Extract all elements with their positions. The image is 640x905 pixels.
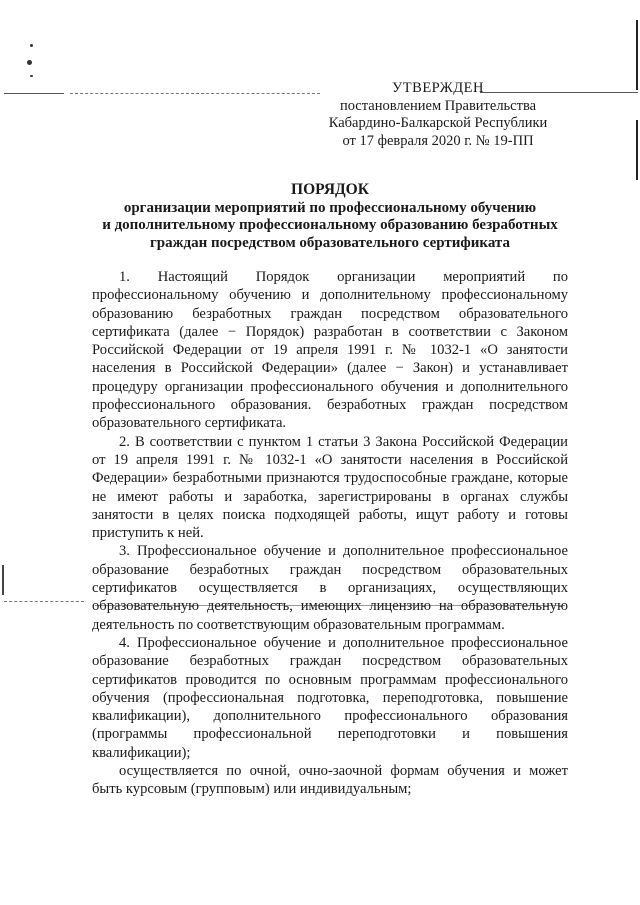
paragraph-2: 2. В соответствии с пунктом 1 статьи 3 Закона Российской Федерации от 19 апреля 1991 г. № 1032-1 «О занятости населения в Российской Федерации» безработными признаются трудоспособные граждане, которые не имеют работы и заработка, зарегистрированы в органах службы занятости в целях поиска подходящей работы, ищут работу и готовы приступить к ней. bbox=[92, 433, 568, 542]
scan-line bbox=[4, 601, 84, 603]
approval-heading: УТВЕРЖДЕН bbox=[392, 80, 484, 96]
title-line: организации мероприятий по профессиональному обучению bbox=[123, 199, 537, 216]
paragraph-5: осуществляется по очной, очно-заочной формам обучения и может быть курсовым (групповым) или индивидуальным; bbox=[92, 763, 568, 798]
scan-line bbox=[4, 93, 64, 94]
approval-line: от 17 февраля 2020 г. № 19-ПП bbox=[342, 132, 534, 149]
title-line: граждан посредством образовательного сертификата bbox=[150, 234, 510, 251]
scan-edge bbox=[636, 120, 638, 180]
paragraph-3: 3. Профессиональное обучение и дополнительное профессиональное образование безработных граждан посредством образовательных сертификатов осуществляется в организациях, осуществляющих образовательную деятельность, имеющих лицензию на образовательную деятельность по соответствующим образовательным программам. bbox=[92, 543, 568, 633]
document-title bbox=[80, 181, 580, 252]
title-line: и дополнительному профессиональному образованию безработных bbox=[102, 217, 558, 233]
scan-edge bbox=[2, 565, 4, 595]
scan-edge bbox=[636, 20, 638, 90]
document-body bbox=[92, 268, 568, 799]
approval-block bbox=[318, 80, 558, 150]
approval-line: постановлением Правительства bbox=[339, 97, 537, 114]
paragraph-4: 4. Профессиональное обучение и дополнительное профессиональное образование безработных граждан посредством образовательных сертификатов проводится по основным программам профессионального обучения (профессиональная подготовка, переподготовка, повышение квалификации), дополнительного профессионального образования (программы профессиональной переподготовки и повышения квалификации); bbox=[92, 634, 568, 761]
approval-line: Кабардино-Балкарской Республики bbox=[328, 115, 548, 131]
paragraph-1: 1. Настоящий Порядок организации мероприятий по профессиональному обучению и дополнительному профессиональному образованию безработных граждан посредством образовательного сертификата (далее − Порядок) разработан в соответствии с Законом Российской Федерации от 19 апреля 1991 г. № 1032-1 «О занятости населения в Российской Федерации» (далее − Закон) и устанавливает процедуру организации профессионального обучения и дополнительного профессионального образования. безработных граждан посредством образовательного сертификата. bbox=[92, 269, 568, 432]
scan-line bbox=[70, 93, 320, 95]
scan-dot bbox=[30, 44, 33, 47]
scan-dot bbox=[27, 60, 32, 65]
scan-dot bbox=[30, 75, 33, 77]
title-main: ПОРЯДОК bbox=[291, 181, 369, 198]
